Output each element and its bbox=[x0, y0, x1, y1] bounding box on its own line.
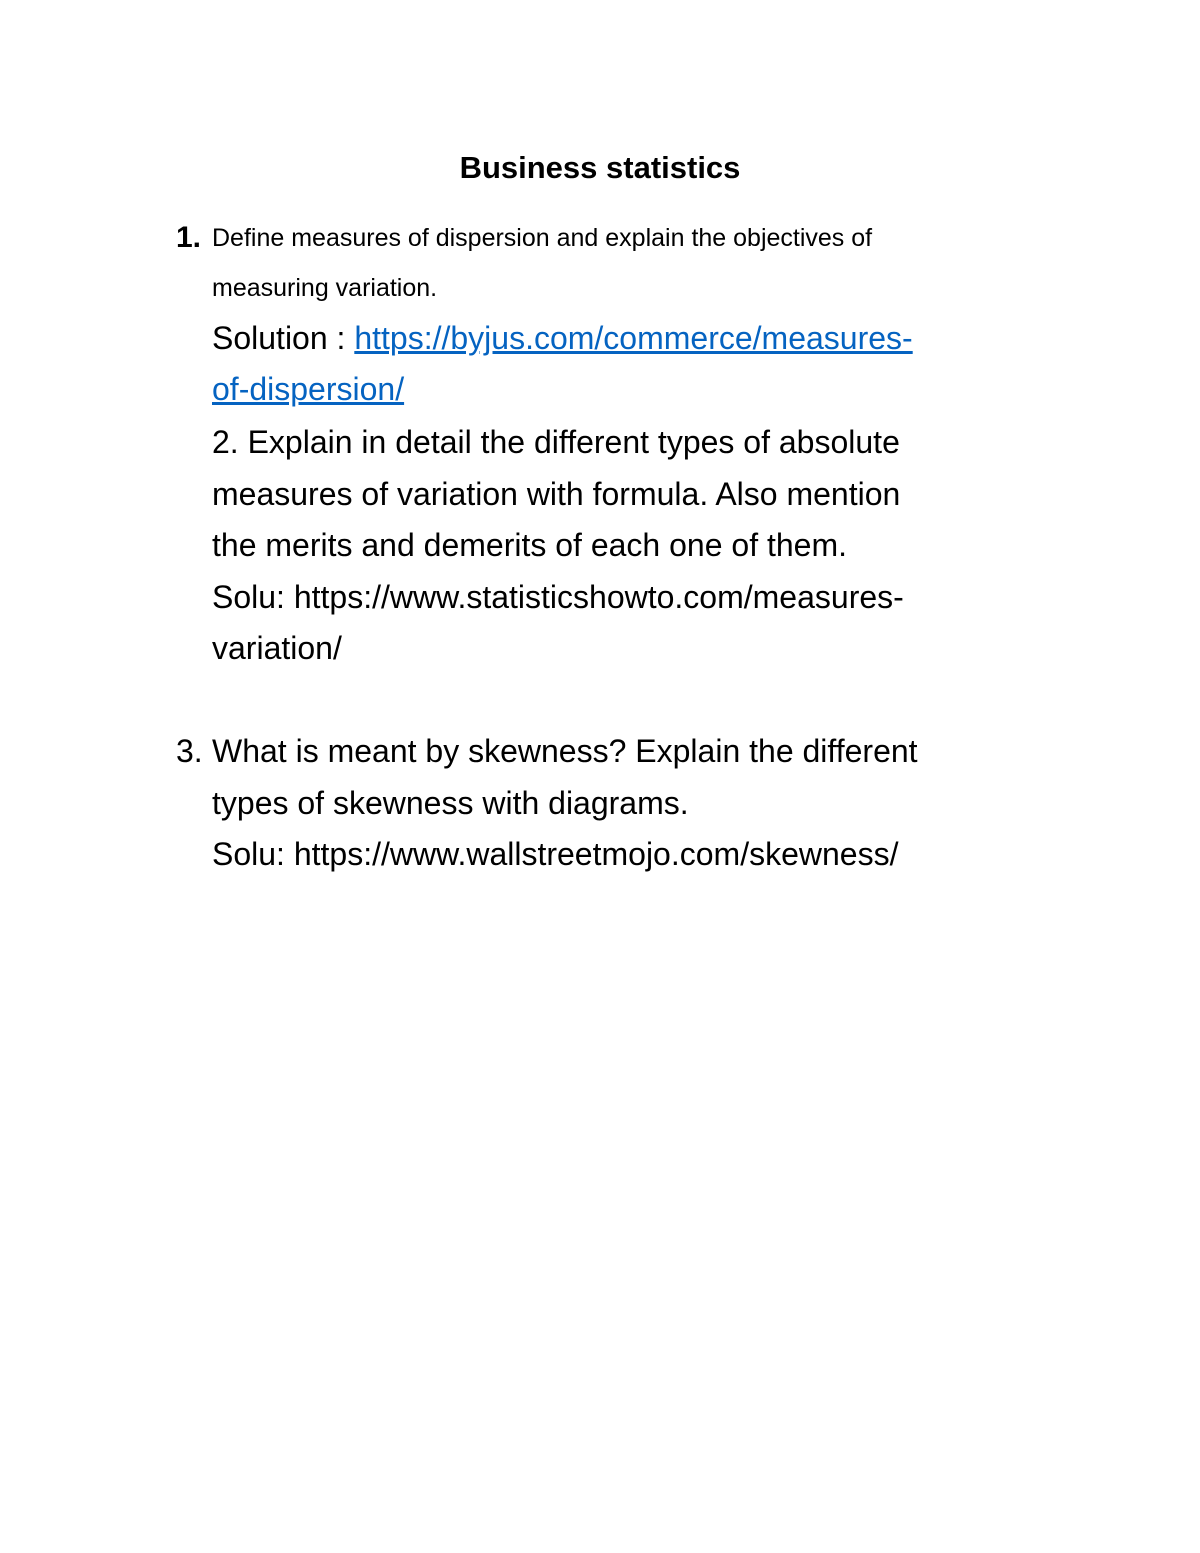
q3-line-2: types of skewness with diagrams. bbox=[212, 785, 689, 821]
q1-line-1: Define measures of dispersion and explain the objectives of bbox=[212, 224, 873, 252]
q2-line-2: measures of variation with formula. Also mention bbox=[212, 476, 901, 512]
document-title: Business statistics bbox=[459, 150, 741, 185]
q1-solution bbox=[212, 316, 913, 360]
q1-solution-link-continued[interactable]: of-dispersion/ bbox=[212, 371, 405, 407]
q2-line-3: the merits and demerits of each one of them. bbox=[212, 527, 847, 563]
q2-solution-line-2: variation/ bbox=[212, 630, 342, 666]
q1-line-2: measuring variation. bbox=[212, 274, 438, 302]
q1-solution-label: Solution : bbox=[212, 320, 355, 356]
q3-number: 3. bbox=[176, 733, 203, 769]
q1-number: 1. bbox=[176, 221, 202, 254]
q2-line-1: 2. Explain in detail the different types of absolute bbox=[212, 424, 900, 460]
q3-line-1: What is meant by skewness? Explain the different bbox=[212, 733, 918, 769]
q1-solution-link[interactable]: https://byjus.com/commerce/measures- bbox=[354, 320, 913, 356]
q3-solution-line-1: Solu: https://www.wallstreetmojo.com/skewness/ bbox=[212, 836, 899, 872]
q2-solution-line-1: Solu: https://www.statisticshowto.com/measures- bbox=[212, 579, 904, 615]
